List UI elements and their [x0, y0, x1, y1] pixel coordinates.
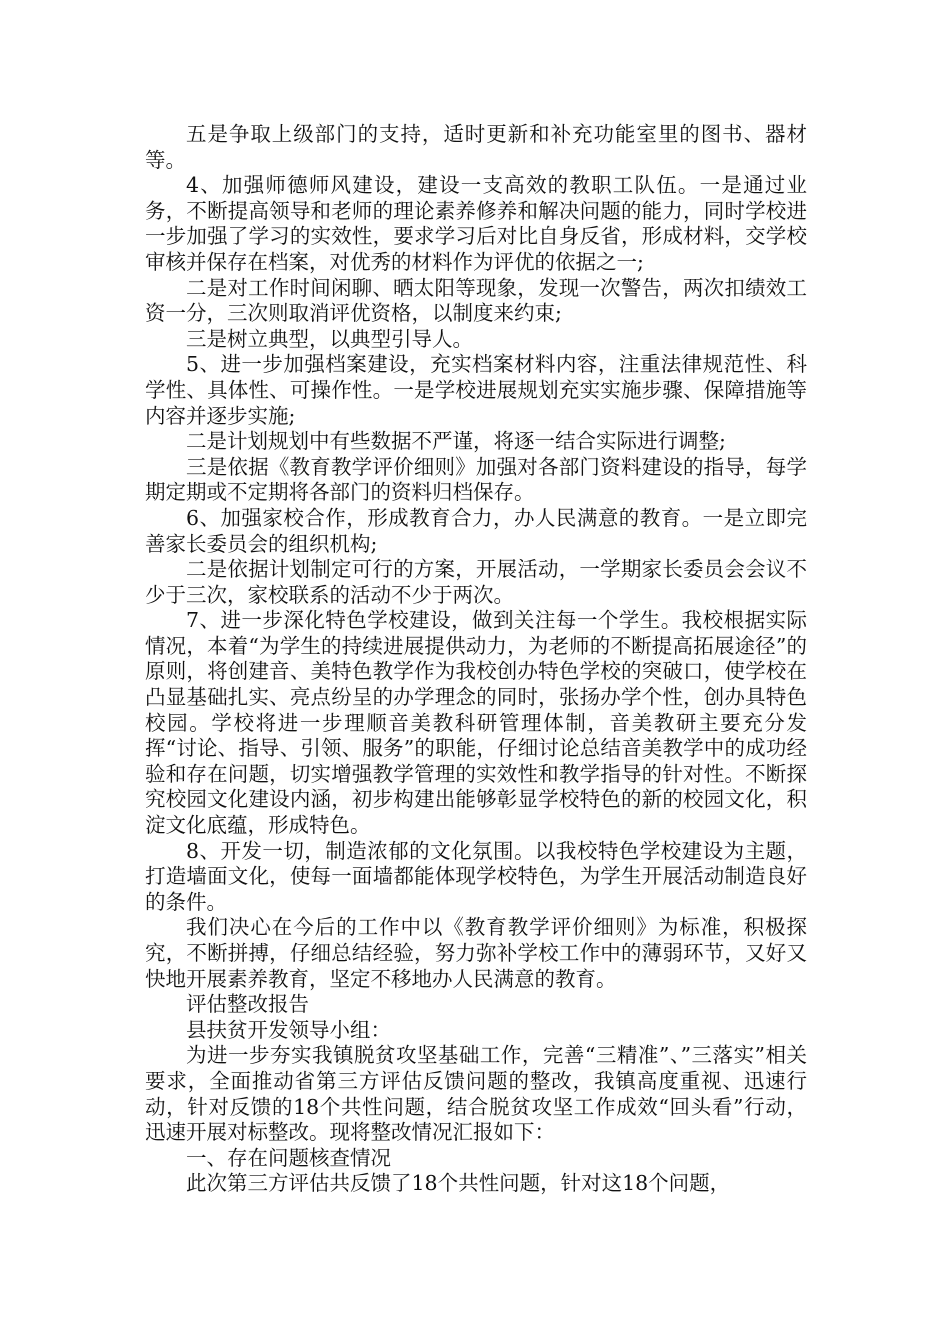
paragraph-determination: 我们决心在今后的工作中以《教育教学评价细则》为标准，积极探究，不断拼搏，仔细总结经验，努力弥补学校工作中的薄弱环节，又好又快地开展素养教育，坚定不移地办人民满意的教育。 — [145, 915, 807, 991]
paragraph-rectification-intro: 为进一步夯实我镇脱贫攻坚基础工作，完善“三精准”、”三落实”相关要求，全面推动省第三方评估反馈问题的整改，我镇高度重视、迅速行动，针对反馈的18个共性问题，结合脱贫攻坚工作成效“回头看”行动，迅速开展对标整改。现将整改情况汇报如下： — [145, 1043, 807, 1145]
paragraph-support-superiors: 五是争取上级部门的支持，适时更新和补充功能室里的图书、器材等。 — [145, 122, 807, 172]
paragraph-role-models: 三是树立典型，以典型引导人。 — [186, 326, 473, 351]
paragraph-featured-school: 7、进一步深化特色学校建设，做到关注每一个学生。我校根据实际情况，本着“为学生的持续进展提供动力，为老师的不断提高拓展途径”的原则，将创建音、美特色教学作为我校创办特色学校的突破口，使学校在凸显基础扎实、亮点纷呈的办学理念的同时，张扬办学个性，创办具特色校园。学校将进一步理顺音美教科研管理体制，音美教研主要充分发挥“讨论、指导、引领、服务”的职能，仔细讨论总结音美教学中的成功经验和存在问题，切实增强教学管理的实效性和教学指导的针对性。不断探究校园文化建设内涵，初步构建出能够彰显学校特色的新的校园文化，积淀文化底蕴，形成特色。 — [145, 608, 807, 838]
report-addressee: 县扶贫开发领导小组： — [186, 1017, 391, 1042]
paragraph-culture-atmosphere: 8、开发一切，制造浓郁的文化氛围。以我校特色学校建设为主题，打造墙面文化，使每一面墙都能体现学校特色，为学生开展活动制造良好的条件。 — [145, 838, 807, 914]
paragraph-evaluation-rules: 三是依据《教育教学评价细则》加强对各部门资料建设的指导，每学期定期或不定期将各部门的资料归档保存。 — [145, 454, 807, 505]
paragraph-plan-data: 二是计划规划中有些数据不严谨，将逐一结合实际进行调整; — [186, 429, 726, 454]
paragraph-work-discipline: 二是对工作时间闲聊、晒太阳等现象，发现一次警告，两次扣绩效工资一分，三次则取消评优资格，以制度来约束; — [145, 275, 807, 326]
paragraph-archive-building: 5、进一步加强档案建设，充实档案材料内容，注重法律规范性、科学性、具体性、可操作性。一是学校进展规划充实实施步骤、保障措施等内容并逐步实施; — [145, 352, 807, 428]
paragraph-home-school: 6、加强家校合作，形成教育合力，办人民满意的教育。一是立即完善家长委员会的组织机构; — [145, 505, 807, 556]
section-heading-problems: 一、存在问题核查情况 — [186, 1145, 391, 1170]
paragraph-teacher-ethics: 4、加强师德师风建设，建设一支高效的教职工队伍。一是通过业务，不断提高领导和老师的理论素养修养和解决问题的能力，同时学校进一步加强了学习的实效性，要求学习后对比自身反省，形成材料，交学校审核并保存在档案，对优秀的材料作为评优的依据之一; — [145, 173, 807, 274]
paragraph-parent-committee: 二是依据计划制定可行的方案，开展活动，一学期家长委员会会议不少于三次，家校联系的活动不少于两次。 — [145, 557, 807, 607]
report-title: 评估整改报告 — [186, 992, 309, 1017]
paragraph-third-party-feedback: 此次第三方评估共反馈了18个共性问题，针对这18个问题， — [186, 1171, 731, 1196]
document-page — [145, 122, 807, 1197]
